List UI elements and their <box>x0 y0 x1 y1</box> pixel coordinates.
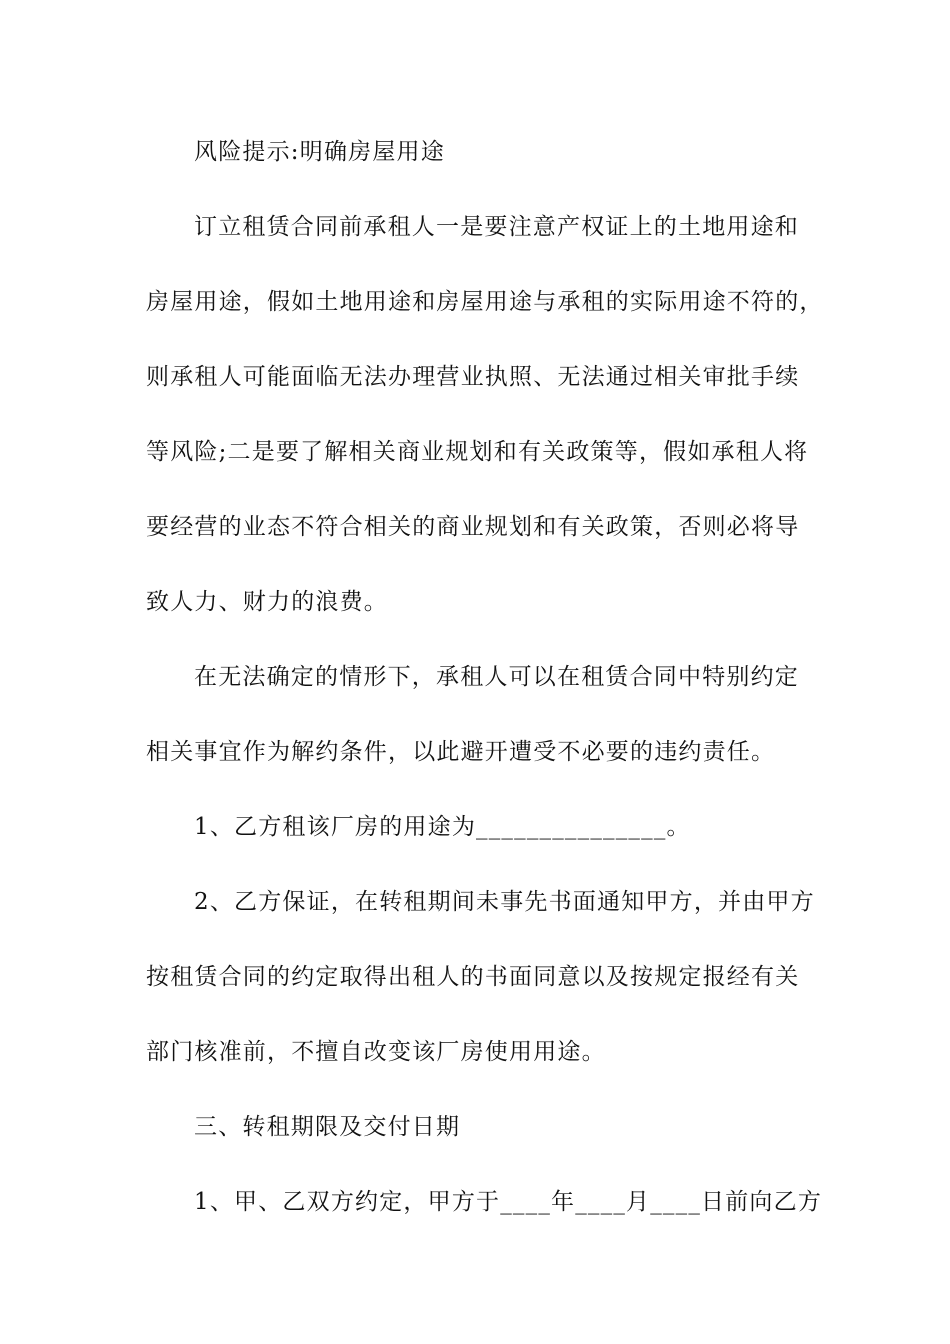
paragraph-line: 在无法确定的情形下，承租人可以在租赁合同中特别约定 <box>194 664 799 690</box>
paragraph-line: 按租赁合同的约定取得出租人的书面同意以及按规定报经有关 <box>146 964 800 990</box>
paragraph-line: 相关事宜作为解约条件，以此避开遭受不必要的违约责任。 <box>146 739 776 765</box>
paragraph-line: 订立租赁合同前承租人一是要注意产权证上的土地用途和 <box>194 214 799 240</box>
clause-item: 1、乙方租该厂房的用途为_______________。 <box>194 814 691 840</box>
paragraph-line: 要经营的业态不符合相关的商业规划和有关政策，否则必将导 <box>146 514 800 540</box>
paragraph-line: 则承租人可能面临无法办理营业执照、无法通过相关审批手续 <box>146 364 800 390</box>
clause-item: 2、乙方保证，在转租期间未事先书面通知甲方，并由甲方 <box>194 889 815 915</box>
paragraph-line: 房屋用途，假如土地用途和房屋用途与承租的实际用途不符的， <box>146 289 824 315</box>
section-heading: 三、转租期限及交付日期 <box>194 1114 461 1140</box>
risk-heading: 风险提示:明确房屋用途 <box>194 139 445 165</box>
paragraph-line: 等风险;二是要了解相关商业规划和有关政策等，假如承租人将 <box>146 439 809 465</box>
paragraph-line: 部门核准前，不擅自改变该厂房使用用途。 <box>146 1039 606 1065</box>
paragraph-line: 致人力、财力的浪费。 <box>146 589 388 615</box>
clause-item: 1、甲、乙双方约定，甲方于____年____月____日前向乙方 <box>194 1189 823 1215</box>
